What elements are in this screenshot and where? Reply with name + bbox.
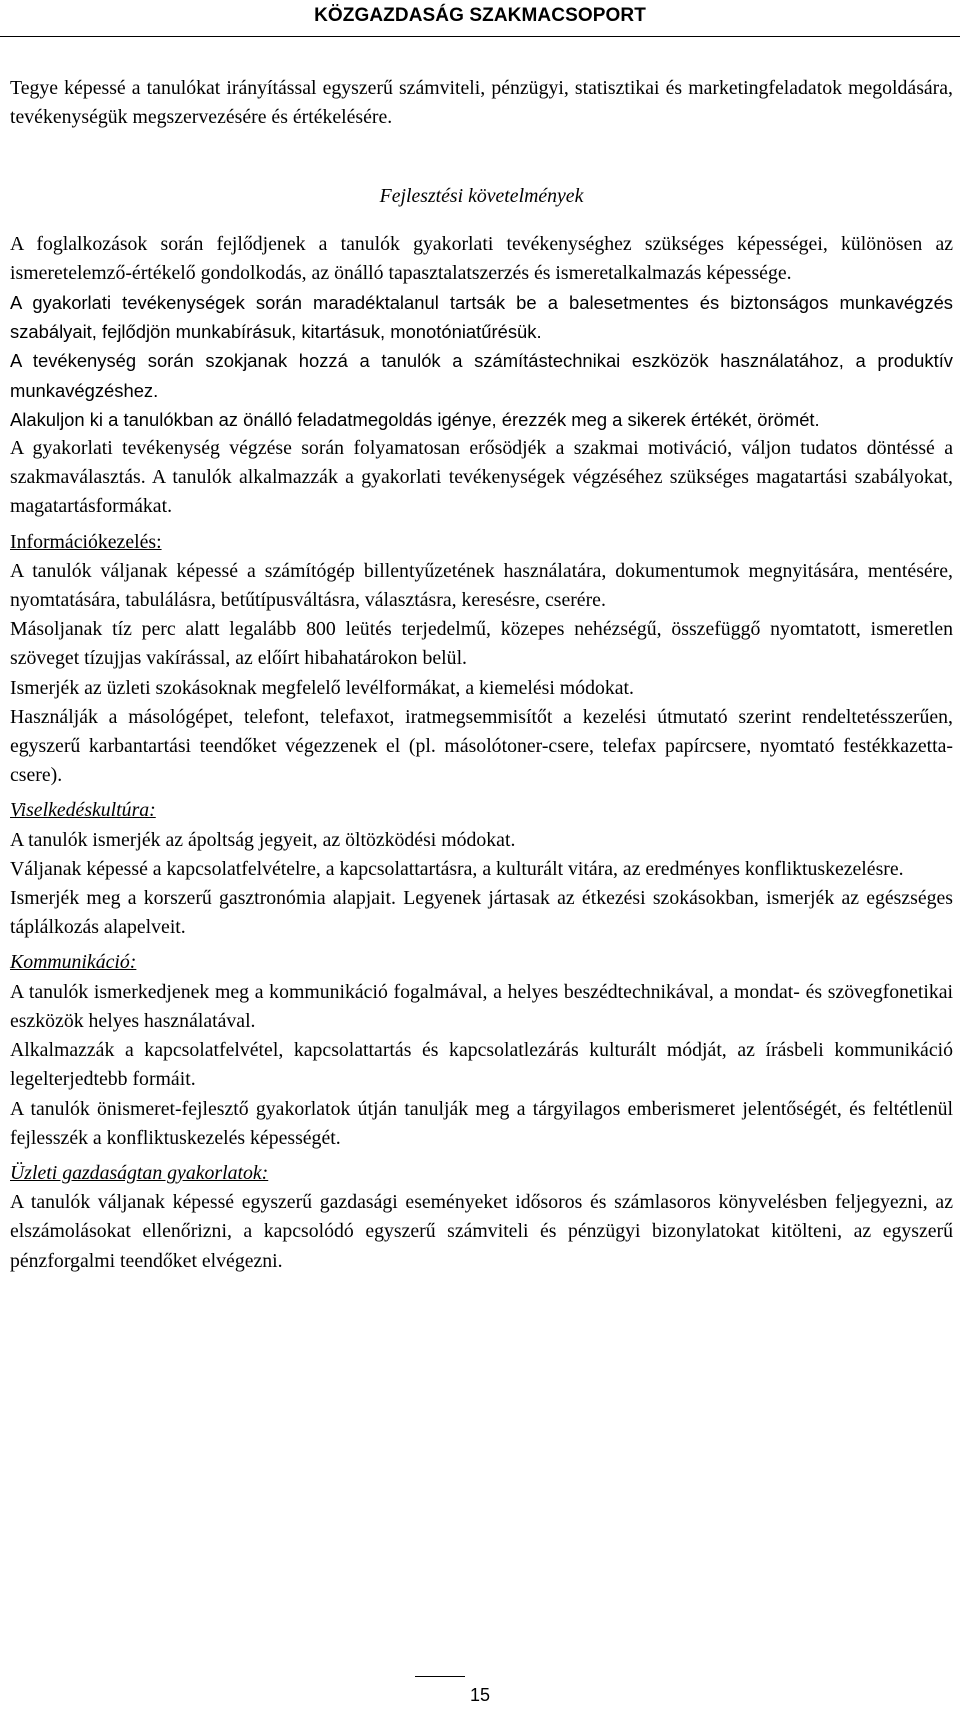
development-paragraph-2: A gyakorlati tevékenységek során maradéktalanul tartsák be a balesetmentes és biztonságos munkavégzés szabályait, fejlődjön munkabírásuk, kitartásuk, monotóniatűrésük. — [10, 292, 953, 343]
behavior-paragraph-2: Váljanak képessé a kapcsolatfelvételre, a kapcsolattartásra, a kulturált vitára, az eredményes konfliktuskezelésre. — [10, 857, 904, 880]
section-title-development: Fejlesztési követelmények — [379, 185, 584, 208]
intro-paragraph: Tegye képessé a tanulókat irányítással egyszerű számviteli, pénzügyi, statisztikai és marketingfeladatok megoldására, tevékenységük megszervezésére és értékelésére. — [10, 77, 953, 129]
info-paragraph-2: Másoljanak tíz perc alatt legalább 800 leütés terjedelmű, közepes nehézségű, összefüggő nyomtatott, ismeretlen szöveget tízujjas vakírással, az előírt hibahatárokon belül. — [10, 618, 953, 670]
footer-divider — [415, 1676, 465, 1677]
subsection-title-business: Üzleti gazdaságtan gyakorlatok: — [10, 1161, 269, 1184]
document-body — [10, 74, 953, 1276]
page-header: KÖZGAZDASÁG SZAKMACSOPORT — [314, 5, 646, 26]
communication-paragraph-2: Alkalmazzák a kapcsolatfelvétel, kapcsolattartás és kapcsolatlezárás kulturált módját, az írásbeli kommunikáció legelterjedtebb formáit. — [10, 1039, 953, 1091]
info-paragraph-1: A tanulók váljanak képessé a számítógép billentyűzetének használatára, dokumentumok megnyitására, mentésére, nyomtatására, tabulálásra, betűtípusváltásra, választásra, keresésre, cserére. — [10, 559, 953, 612]
subsection-title-info: Információkezelés: — [10, 530, 162, 553]
behavior-paragraph-1: A tanulók ismerjék az ápoltság jegyeit, az öltözködési módokat. — [10, 828, 516, 851]
development-paragraph-5: A gyakorlati tevékenység végzése során folyamatosan erősödjék a szakmai motiváció, váljon tudatos döntéssé a szakmaválasztás. A tanulók alkalmazzák a gyakorlati tevékenységek végzéséhez szükséges magatartási szabályokat, magatartásformákat. — [10, 437, 953, 518]
info-paragraph-3: Ismerjék az üzleti szokásoknak megfelelő levélformákat, a kiemelési módokat. — [10, 676, 634, 699]
subsection-title-communication: Kommunikáció: — [10, 951, 137, 974]
development-paragraph-1: A foglalkozások során fejlődjenek a tanulók gyakorlati tevékenységhez szükséges képességei, különösen az ismeretelemző-értékelő gondolkodás, az önálló tapasztalatszerzés és ismeretalkalmazás képessége. — [10, 232, 953, 284]
header-divider — [0, 36, 960, 37]
page-number: 15 — [469, 1685, 491, 1705]
subsection-title-behavior: Viselkedéskultúra: — [10, 799, 156, 822]
business-paragraph-1: A tanulók váljanak képessé egyszerű gazdasági eseményeket idősoros és számlasoros könyvelésben feljegyezni, az elszámolásokat ellenőrizni, a kapcsolódó egyszerű számviteli és pénzügyi bizonylatokat kitölteni, az egyszerű pénzforgalmi teendőket elvégezni. — [10, 1191, 953, 1272]
behavior-paragraph-3: Ismerjék meg a korszerű gasztronómia alapjait. Legyenek jártasak az étkezési szokásokban, ismerjék az egészséges táplálkozás alapelveit. — [10, 887, 953, 939]
communication-paragraph-1: A tanulók ismerkedjenek meg a kommunikáció fogalmával, a helyes beszédtechnikával, a mondat- és szövegfonetikai eszközök helyes használatával. — [10, 980, 953, 1032]
development-paragraph-3: A tevékenység során szokjanak hozzá a tanulók a számítástechnikai eszközök használatához, a produktív munkavégzéshez. — [10, 350, 953, 401]
development-paragraph-4: Alakuljon ki a tanulókban az önálló feladatmegoldás igénye, érezzék meg a sikerek értékét, örömét. — [10, 408, 820, 430]
info-paragraph-4: Használják a másológépet, telefont, telefaxot, iratmegsemmisítőt a kezelési útmutató szerint rendeltetésszerűen, egyszerű karbantartási teendőket végezzenek el (pl. másolótoner-csere, telefax papírcsere, nyomtató festékkazetta-csere). — [10, 705, 953, 787]
communication-paragraph-3: A tanulók önismeret-fejlesztő gyakorlatok útján tanulják meg a tárgyilagos emberismeret jelentőségét, és feltétlenül fejlesszék a konfliktuskezelés képességét. — [10, 1097, 953, 1149]
